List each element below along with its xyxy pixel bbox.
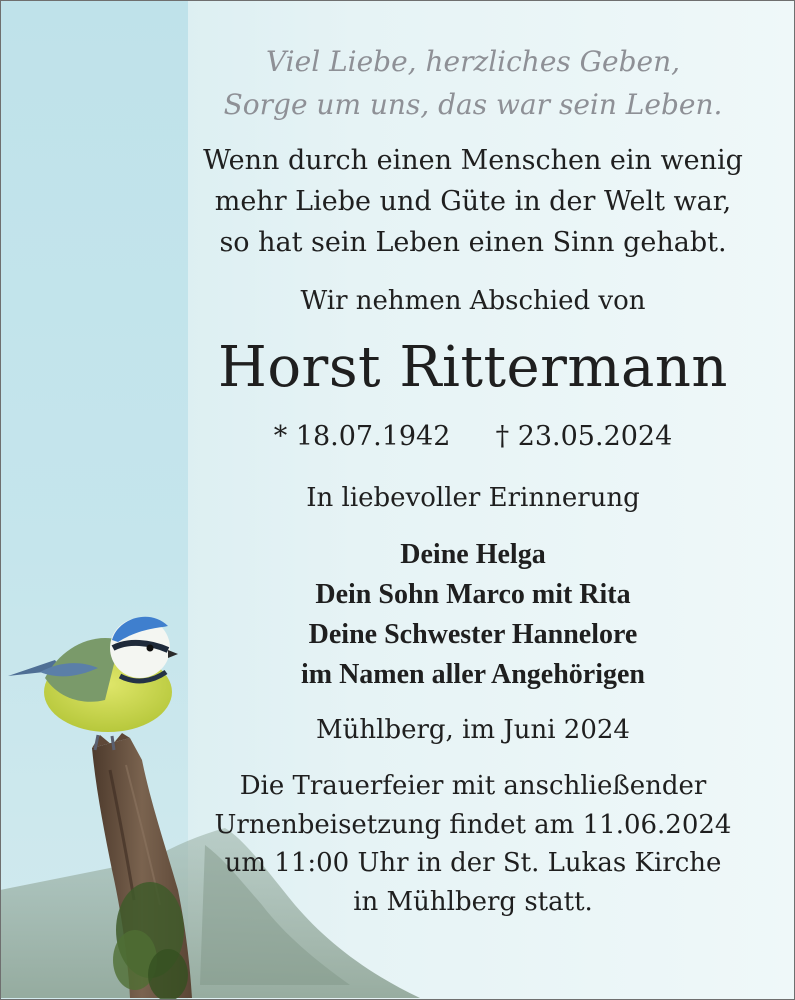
- mourner-line: Deine Helga: [400, 539, 546, 570]
- mourner-line: Dein Sohn Marco mit Rita: [315, 579, 631, 610]
- motto-line: Viel Liebe, herzliches Geben,: [265, 45, 681, 78]
- funeral-line: um 11:00 Uhr in der St. Lukas Kirche: [224, 848, 722, 878]
- deceased-name: Horst Rittermann: [218, 335, 728, 400]
- funeral-line: Die Trauerfeier mit anschließender: [239, 771, 707, 801]
- remembrance-line: In liebevoller Erinnerung: [306, 483, 640, 513]
- quote-line: so hat sein Leben einen Sinn gehabt.: [219, 227, 727, 258]
- quote-line: mehr Liebe und Güte in der Welt war,: [214, 186, 732, 217]
- funeral-line: in Mühlberg statt.: [353, 886, 593, 917]
- funeral-line: Urnenbeisetzung findet am 11.06.2024: [214, 809, 732, 840]
- mourner-line: im Namen aller Angehörigen: [300, 659, 645, 690]
- death-date: 23.05.2024: [517, 421, 673, 452]
- place-date: Mühlberg, im Juni 2024: [316, 715, 630, 745]
- motto-line: Sorge um uns, das war sein Leben.: [223, 88, 723, 121]
- quote-line: Wenn durch einen Menschen ein wenig: [203, 145, 743, 176]
- death-cross-icon: †: [495, 421, 510, 452]
- farewell-intro: Wir nehmen Abschied von: [300, 286, 646, 316]
- birth-symbol: *: [273, 421, 288, 452]
- mourner-line: Deine Schwester Hannelore: [308, 619, 638, 650]
- birth-date: 18.07.1942: [295, 421, 451, 452]
